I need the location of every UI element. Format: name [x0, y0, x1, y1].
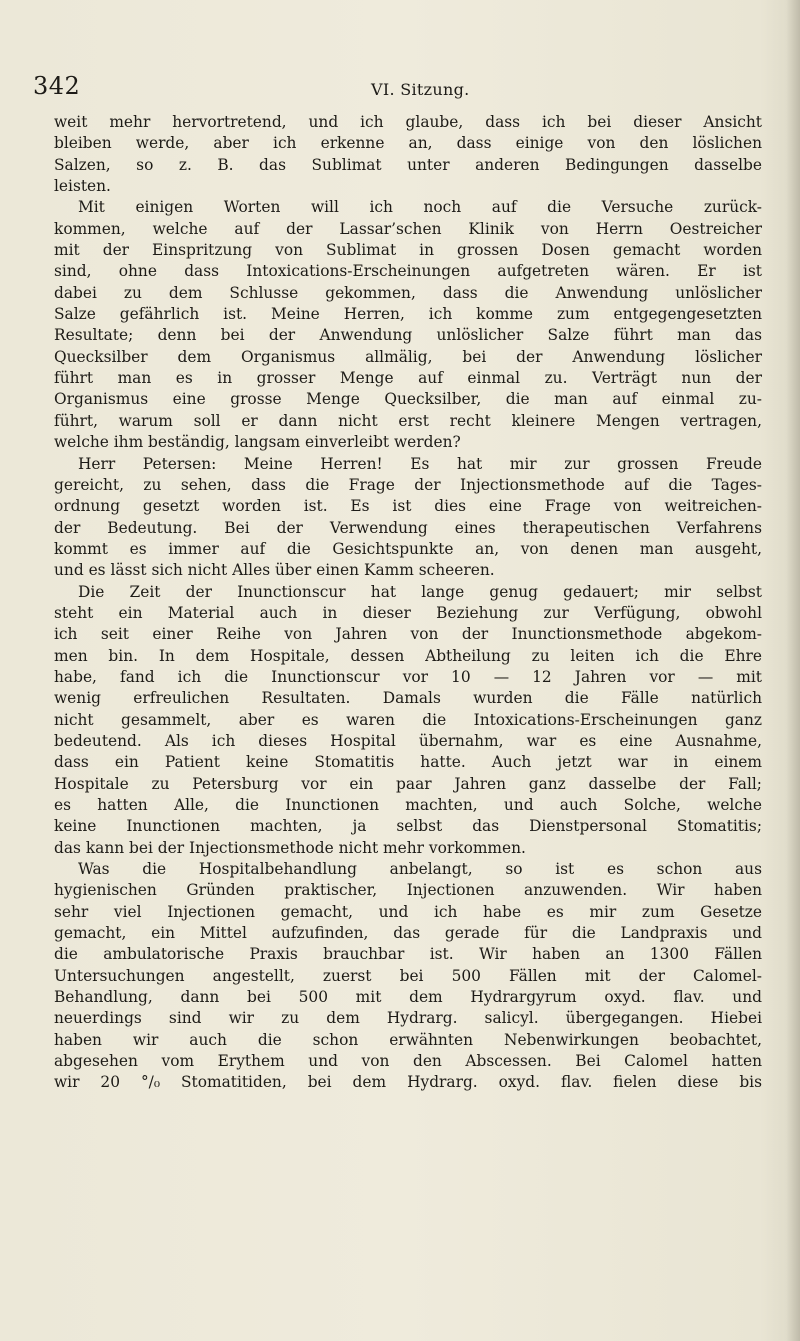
text-line: bleiben werde, aber ich erkenne an, dass einige von den löslichen	[54, 134, 762, 153]
text-line: Hospitale zu Petersburg vor ein paar Jahren ganz dasselbe der Fall;	[54, 774, 762, 793]
text-line: wir 20 °/₀ Stomatitiden, bei dem Hydrarg. oxyd. flav. fielen diese bis	[54, 1073, 762, 1092]
text-line: nicht gesammelt, aber es waren die Intoxications-Erscheinungen ganz	[54, 710, 762, 729]
text-line: weit mehr hervortretend, und ich glaube, dass ich bei dieser Ansicht	[54, 113, 762, 131]
text-line: Die Zeit der Inunctionscur hat lange genug gedauert; mir selbst	[78, 582, 762, 601]
text-line: wenig erfreulichen Resultaten. Damals wurden die Fälle natürlich	[54, 689, 762, 708]
text-line: die ambulatorische Praxis brauchbar ist. Wir haben an 1300 Fällen	[54, 945, 762, 964]
text-line: Was die Hospitalbehandlung anbelangt, so ist es schon aus	[78, 860, 762, 879]
text-line: dabei zu dem Schlusse gekommen, dass die Anwendung unlöslicher	[54, 283, 762, 302]
text-line: Untersuchungen angestellt, zuerst bei 500 Fällen mit der Calomel-	[54, 966, 762, 985]
text-line: Organismus eine grosse Menge Quecksilber, die man auf einmal zu-	[54, 390, 762, 409]
text-line: welche ihm beständig, langsam einverleibt werden?	[54, 433, 461, 452]
paragraph	[54, 112, 762, 197]
text-line: Quecksilber dem Organismus allmälig, bei der Anwendung löslicher	[54, 347, 762, 366]
text-line: ordnung gesetzt worden ist. Es ist dies eine Frage von weitreichen-	[54, 497, 762, 516]
paragraph	[54, 197, 762, 453]
text-line: führt man es in grosser Menge auf einmal zu. Verträgt nun der	[54, 369, 762, 388]
text-line: ich seit einer Reihe von Jahren von der Inunctionsmethode abgekom-	[54, 625, 762, 644]
text-line: und es lässt sich nicht Alles über einen Kamm scheeren.	[54, 561, 495, 580]
text-line: neuerdings sind wir zu dem Hydrarg. salicyl. übergegangen. Hiebei	[54, 1009, 762, 1028]
paragraph	[54, 582, 762, 859]
text-line: mit der Einspritzung von Sublimat in grossen Dosen gemacht worden	[54, 241, 762, 260]
running-head: VI. Sitzung.	[371, 80, 470, 99]
text-line: Salzen, so z. B. das Sublimat unter anderen Bedingungen dasselbe	[54, 155, 762, 174]
page-edge-shadow	[786, 0, 800, 1341]
text-line: der Bedeutung. Bei der Verwendung eines therapeutischen Verfahrens	[54, 518, 762, 537]
paragraph	[54, 454, 762, 582]
text-line: men bin. In dem Hospitale, dessen Abtheilung zu leiten ich die Ehre	[54, 646, 762, 665]
text-line: sehr viel Injectionen gemacht, und ich habe es mir zum Gesetze	[54, 902, 762, 921]
text-line: Salze gefährlich ist. Meine Herren, ich komme zum entgegengesetzten	[54, 305, 762, 324]
paragraph	[54, 859, 762, 1094]
text-line: habe, fand ich die Inunctionscur vor 10 — 12 Jahren vor — mit	[54, 667, 762, 686]
text-line: gereicht, zu sehen, dass die Frage der Injectionsmethode auf die Tages-	[54, 475, 762, 494]
text-line: sind, ohne dass Intoxications-Erscheinungen aufgetreten wären. Er ist	[54, 262, 762, 281]
text-line: hygienischen Gründen praktischer, Injectionen anzuwenden. Wir haben	[54, 881, 762, 900]
text-line: führt, warum soll er dann nicht erst recht kleinere Mengen vertragen,	[54, 411, 762, 430]
page-number: 342	[33, 72, 81, 100]
text-line: es hatten Alle, die Inunctionen machten, und auch Solche, welche	[54, 796, 762, 814]
text-line: Herr Petersen: Meine Herren! Es hat mir zur grossen Freude	[78, 454, 762, 473]
text-line: Resultate; denn bei der Anwendung unlöslicher Salze führt man das	[54, 326, 762, 345]
text-line: leisten.	[54, 177, 111, 196]
text-line: bedeutend. Als ich dieses Hospital übernahm, war es eine Ausnahme,	[54, 731, 762, 750]
text-line: haben wir auch die schon erwähnten Nebenwirkungen beobachtet,	[54, 1030, 762, 1049]
text-line: kommt es immer auf die Gesichtspunkte an, von denen man ausgeht,	[54, 539, 762, 558]
text-line: Mit einigen Worten will ich noch auf die Versuche zurück-	[78, 198, 762, 217]
text-line: dass ein Patient keine Stomatitis hatte. Auch jetzt war in einem	[54, 753, 762, 772]
body-text	[54, 112, 762, 1094]
text-line: keine Inunctionen machten, ja selbst das Dienstpersonal Stomatitis;	[54, 817, 762, 836]
text-line: das kann bei der Injectionsmethode nicht mehr vorkommen.	[54, 838, 526, 857]
text-line: kommen, welche auf der Lassar’schen Klinik von Herrn Oestreicher	[54, 219, 762, 238]
text-line: gemacht, ein Mittel aufzufinden, das gerade für die Landpraxis und	[54, 924, 762, 943]
text-line: Behandlung, dann bei 500 mit dem Hydrargyrum oxyd. flav. und	[54, 988, 762, 1007]
text-line: abgesehen vom Erythem und von den Abscessen. Bei Calomel hatten	[54, 1052, 762, 1071]
text-line: steht ein Material auch in dieser Beziehung zur Verfügung, obwohl	[54, 603, 762, 622]
